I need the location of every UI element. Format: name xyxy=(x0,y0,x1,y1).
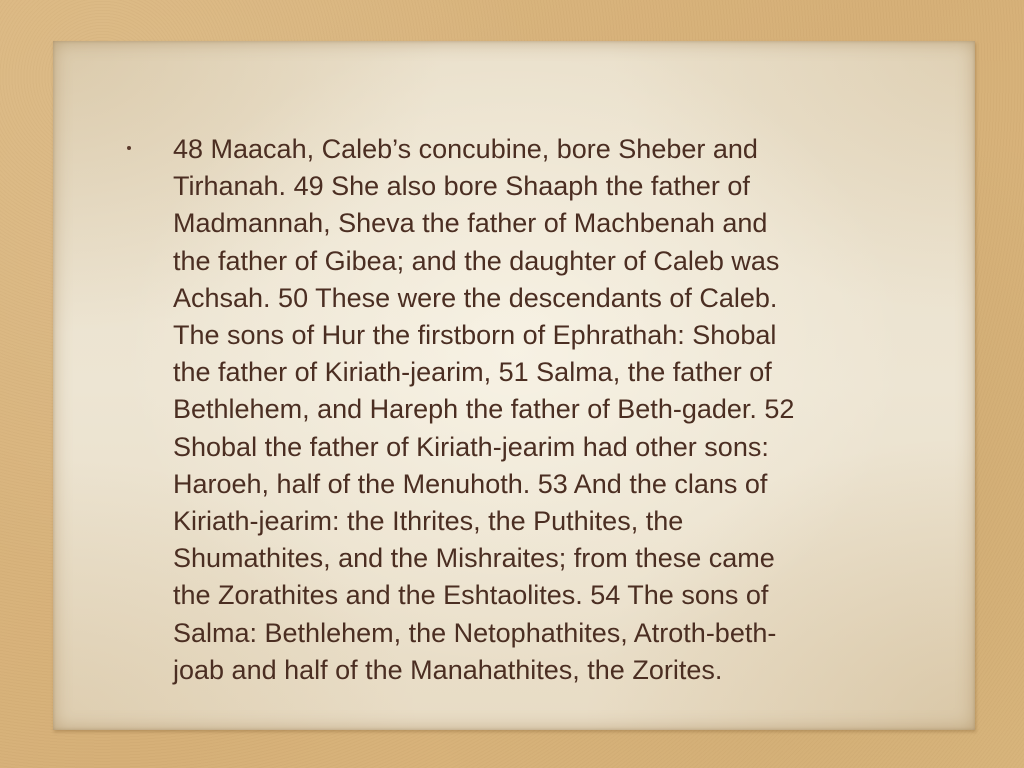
scripture-text: 48 Maacah, Caleb’s concubine, bore Sheber and Tirhanah. 49 She also bore Shaaph the father of Madmannah, Sheva the father of Machbenah and the father of Gibea; and the daughter of Caleb was Achsah. 50 These were the descendants of Caleb. The sons of Hur the firstborn of Ephrathah: Shobal the father of Kiriath-jearim, 51 Salma, the father of Bethlehem, and Hareph the father of Beth-gader. 52 Shobal the father of Kiriath-jearim had other sons: Haroeh, half of the Menuhoth. 53 And the clans of Kiriath-jearim: the Ithrites, the Puthites, the Shumathites, and the Mishraites; from these came the Zorathites and the Eshtaolites. 54 The sons of Salma: Bethlehem, the Netophathites, Atroth-beth- joab and half of the Manahathites, the Zorites. xyxy=(173,134,795,685)
bullet-dot-icon xyxy=(127,146,131,150)
